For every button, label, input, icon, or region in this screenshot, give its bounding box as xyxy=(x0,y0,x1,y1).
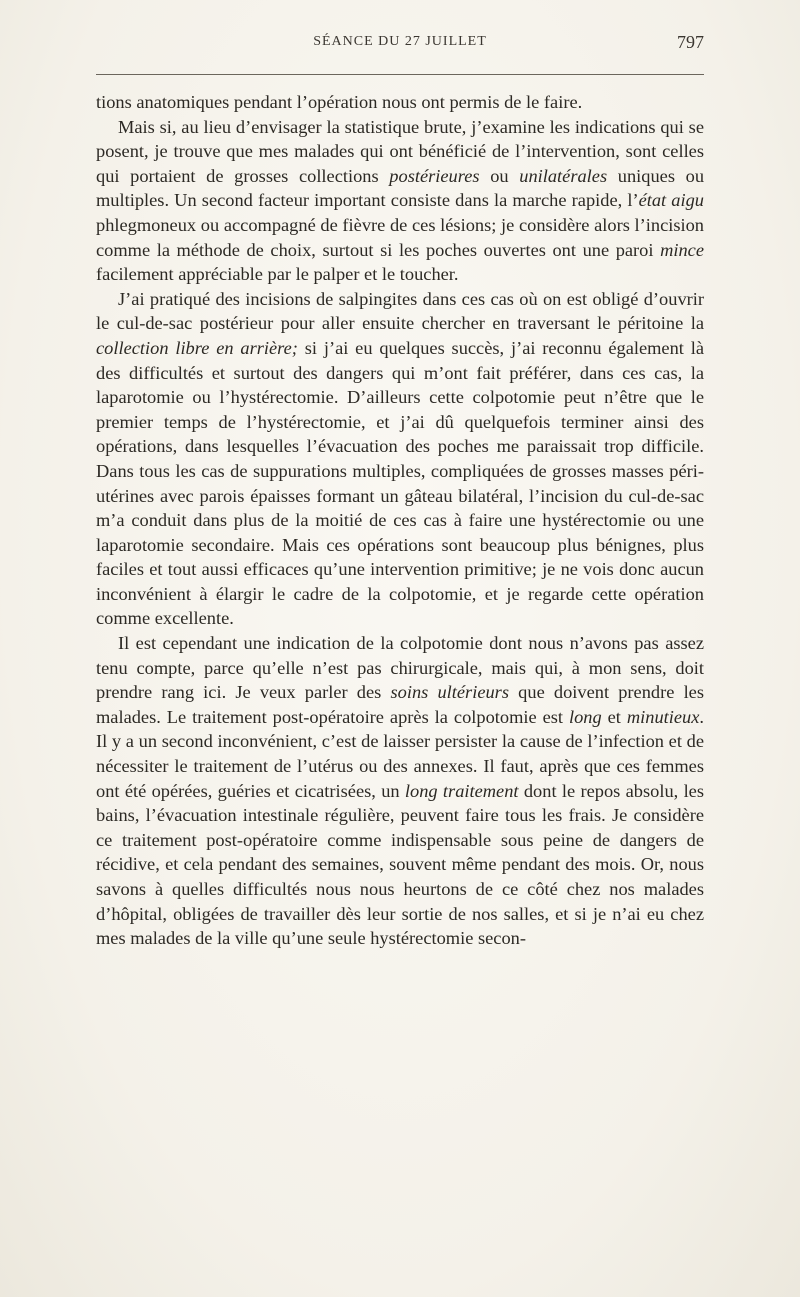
italic-span: unilatérales xyxy=(519,165,608,186)
italic-span: collection libre en arrière; xyxy=(96,337,298,358)
italic-span: long traitement xyxy=(404,780,519,801)
paragraph-4 xyxy=(96,631,704,951)
italic-span: état aigu xyxy=(638,190,704,211)
italic-span: mince xyxy=(660,239,704,260)
text-span: tions anatomiques pendant l’opération nous ont permis de le faire. xyxy=(96,92,583,112)
text-span: J’ai pratiqué des incisions de salpingites dans ces cas où on est obligé d’ouvrir le cul-de-sac postérieur pour aller ensuite chercher en traversant le péritoine la xyxy=(96,288,704,334)
text-span: Il est cependant une indication de la colpotomie dont nous n’avons pas assez tenu compte, parce qu’elle n’est pas chirurgicale, mais qui, à mon sens, doit prendre rang ici. Je veux parler des xyxy=(96,633,704,703)
paragraph-1 xyxy=(96,90,704,115)
text-span: et xyxy=(601,706,627,727)
text-span: phlegmoneux ou accompagné de fièvre de ces lésions; je considère alors l’incision comme la méthode de choix, surtout si les poches ouvertes ont une paroi xyxy=(96,214,704,260)
paragraph-3 xyxy=(96,287,704,631)
page-header xyxy=(96,34,704,60)
text-span: uniques ou multiples. Un second facteur important consiste dans la marche rapide, l’ xyxy=(96,165,705,211)
text-span: facilement appréciable par le palper et le toucher. xyxy=(96,264,459,285)
header-rule xyxy=(96,74,704,75)
text-span: dont le repos absolu, les bains, l’évacuation intestinale régulière, peuvent faire tous les frais. Je considère ce traitement post-opératoire comme indispensable sous peine de dangers de récidive, et cela pendant des semaines, souvent même pendant des mois. Or, nous savons à quelles difficultés nous nous heurtons de ce côté chez nos malades d’hôpital, obligées de travailler dès leur sortie de nos salles, et si je n’ai eu chez mes malades de la ville qu’une seule hystérectomie secon- xyxy=(96,780,704,949)
text-span: que doivent prendre les malades. Le traitement post-opératoire après la colpotomie est xyxy=(96,682,704,727)
text-span: si j’ai eu quelques succès, j’ai reconnu également là des difficultés et surtout des dangers qui m’ont fait préférer, dans ces cas, la laparotomie ou l’hystérectomie. D’ailleurs cette colpotomie peut n’être que le premier temps de l’hystérectomie, et j’ai dû quelquefois terminer ainsi des opérations, dans lesquelles l’évacuation des poches me paraissait trop difficile. Dans tous les cas de suppurations multiples, compliquées de grosses masses péri-utérines avec parois épaisses formant un gâteau bilatéral, l’incision du cul-de-sac m’a conduit dans plus de la moitié de ces cas à faire une hystérectomie ou une laparotomie secondaire. Mais ces opérations sont beaucoup plus bénignes, plus faciles et tout aussi efficaces qu’une intervention primitive; je ne vois donc aucun inconvénient à élargir le cadre de la colpotomie, et je regarde cette opération comme excellente. xyxy=(96,337,704,629)
paragraph-2 xyxy=(96,115,704,287)
italic-span: minutieux xyxy=(626,706,700,727)
text-span: ou xyxy=(479,165,520,186)
running-title: SÉANCE DU 27 JUILLET xyxy=(313,34,487,49)
body-text xyxy=(96,90,704,951)
page-number: 797 xyxy=(677,32,704,52)
text-span: . Il y a un second inconvénient, c’est de laisser persister la cause de l’infection et de nécessiter le traitement de l’utérus ou des annexes. Il faut, après que ces femmes ont été opérées, guéries et cicatrisées, un xyxy=(96,706,705,801)
text-span: Mais si, au lieu d’envisager la statistique brute, j’examine les indications qui se posent, je trouve que mes malades qui ont bénéficié de l’intervention, sont celles qui portaient de grosses collections xyxy=(96,116,704,186)
italic-span: postérieures xyxy=(389,165,480,186)
italic-span: long xyxy=(568,706,602,727)
italic-span: soins ultérieurs xyxy=(390,682,509,703)
